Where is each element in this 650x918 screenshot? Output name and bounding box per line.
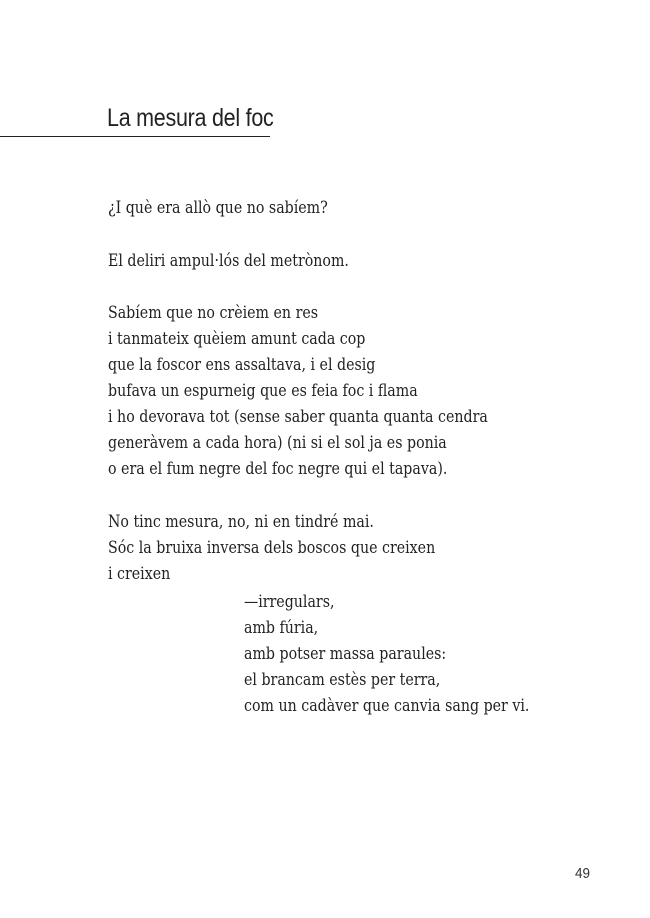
poem-line-indented: amb fúria, <box>244 618 319 637</box>
poem-line-indented: amb potser massa paraules: <box>244 644 447 663</box>
poem-line: que la foscor ens assaltava, i el desig <box>108 355 376 374</box>
poem-line-indented: el brancam estès per terra, <box>244 670 441 689</box>
poem-line: Sabíem que no crèiem en res <box>108 303 319 322</box>
title-rule <box>0 136 270 137</box>
poem-line: No tinc mesura, no, ni en tindré mai. <box>108 512 374 531</box>
poem-line: Sóc la bruixa inversa dels boscos que creixen <box>108 538 436 557</box>
poem-line-indented: —irregulars, <box>244 592 335 611</box>
poem-line: bufava un espurneig que es feia foc i flama <box>108 381 418 400</box>
poem-title: La mesura del foc <box>107 104 274 132</box>
poem-line: o era el fum negre del foc negre qui el tapava). <box>108 459 448 478</box>
poem-line: generàvem a cada hora) (ni si el sol ja es ponia <box>108 433 447 452</box>
poem-line-indented: com un cadàver que canvia sang per vi. <box>244 696 530 715</box>
poem-line: i creixen <box>108 564 171 583</box>
poem-line: i ho devorava tot (sense saber quanta quanta cendra <box>108 407 488 426</box>
poem-line: El deliri ampul·lós del metrònom. <box>108 251 349 270</box>
page-number: 49 <box>575 865 591 882</box>
poem-line: i tanmateix quèiem amunt cada cop <box>108 329 366 348</box>
poem-line: ¿I què era allò que no sabíem? <box>108 198 328 217</box>
